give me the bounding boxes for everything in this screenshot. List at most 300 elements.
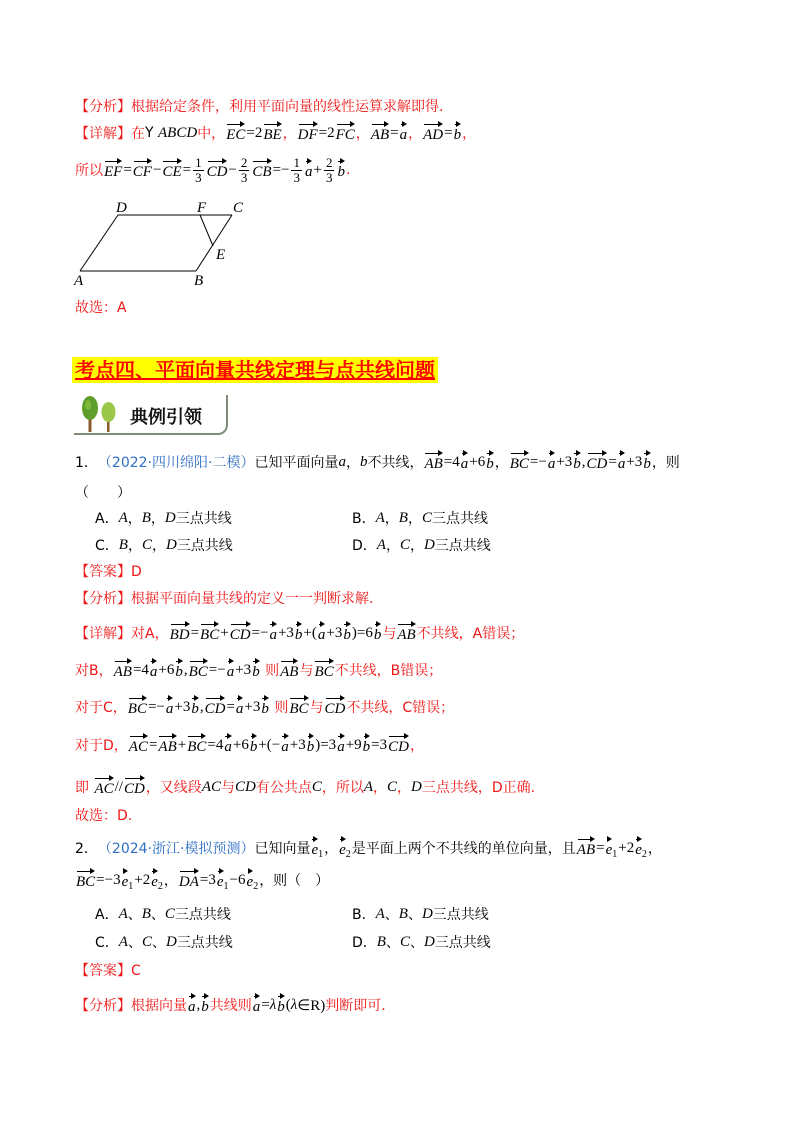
text-run: 【详解】在 (75, 126, 145, 142)
math-variable: λ (290, 996, 298, 1013)
text-run: 则 (260, 663, 280, 679)
source-tag: （2024·浙江·模拟预测） (97, 841, 255, 857)
math-symbols: ( (285, 996, 291, 1013)
math-symbols: , (581, 453, 586, 470)
vector-name: AD (423, 122, 443, 143)
vector (179, 869, 199, 891)
problem1-detail-c (75, 694, 454, 720)
vector-name: b (363, 734, 371, 755)
vector-name: DF (298, 122, 318, 143)
vector-name: BC (187, 734, 206, 755)
text-run: Y (145, 125, 159, 141)
text-run: 故选：A (75, 300, 127, 316)
vector-name: a (400, 122, 408, 143)
vector (200, 622, 219, 644)
text-run: 、 (407, 907, 422, 923)
vector (486, 451, 494, 473)
text-run: 是平面上两个不共线的单位向量，且 (351, 841, 576, 857)
problem1-stem (75, 449, 680, 475)
math-variable: B (398, 509, 408, 526)
text-run: A． (95, 511, 119, 527)
problem2-stem (75, 835, 662, 861)
problem1-paren (75, 479, 131, 505)
vector (261, 696, 269, 718)
math-symbols: +( (303, 624, 317, 641)
text-run: B． (352, 907, 376, 923)
text-run: 【分析】根据平面向量共线的定义一一判断求解. (75, 591, 374, 607)
vector (336, 122, 355, 144)
vector (423, 122, 443, 144)
problem2-stem-continued (75, 867, 329, 893)
math-symbols: =−3 (96, 871, 121, 888)
text-run: 与 (382, 626, 397, 642)
vector-name: a (269, 622, 277, 643)
text-run: 、 (384, 907, 399, 923)
text-run: ，又线段 (145, 780, 202, 796)
badge-label: 典例引领 (130, 407, 202, 428)
fraction-numerator: 2 (325, 154, 333, 170)
vector (170, 622, 190, 644)
vector (158, 734, 176, 756)
label-c: C (233, 200, 244, 216)
vector (114, 659, 132, 681)
math-symbols: = (226, 698, 235, 715)
math-symbols: , (199, 698, 204, 715)
label-d: D (116, 200, 127, 216)
vector-name: a (461, 451, 469, 472)
text-run: 故选：D. (75, 808, 133, 824)
vector-name: a (236, 696, 244, 717)
math-variable: C (311, 778, 322, 795)
math-variable: B (398, 905, 408, 922)
vector (606, 837, 618, 859)
math-symbols: +6 (158, 661, 175, 678)
solution-derivation-line (75, 152, 350, 188)
math-variable: B (118, 536, 128, 553)
math-symbols: +2 (618, 839, 635, 856)
vector-name: a (548, 451, 556, 472)
text-run: （ ） (75, 485, 131, 501)
math-symbols: = (261, 996, 270, 1013)
problem2-answer (75, 957, 141, 983)
vector (129, 734, 148, 756)
math-variable: C (141, 536, 152, 553)
vector-name: e (635, 837, 642, 858)
problem2-option-c (95, 929, 233, 955)
text-run: ，所以 (321, 780, 364, 796)
vector-name: EC (226, 122, 245, 143)
vector-name: CD (205, 696, 226, 717)
math-symbols: , (183, 661, 188, 678)
text-run: 、 (127, 935, 142, 951)
problem1-option-a (95, 505, 232, 531)
text-run: 【分析】根据向量 (75, 998, 187, 1014)
vector-name: b (343, 622, 351, 643)
label-e: E (216, 247, 226, 263)
math-symbols: +3 (626, 453, 643, 470)
vector-name: b (295, 622, 303, 643)
vector-name: a (166, 696, 174, 717)
vector (325, 696, 346, 718)
problem1-choice (75, 802, 132, 828)
vector (289, 696, 308, 718)
math-variable: D (165, 933, 177, 950)
vector-subscript: 2 (345, 849, 351, 860)
math-variable: D (411, 778, 422, 795)
math-variable: ABCD (158, 124, 198, 141)
math-symbols: = (123, 161, 132, 178)
vector-name: b (454, 122, 462, 143)
vector-name: CD (207, 159, 228, 180)
text-run: ， (408, 126, 423, 142)
math-symbols: = (182, 161, 192, 178)
vector-name: CE (162, 159, 181, 180)
vector (122, 869, 134, 891)
text-run: 中， (197, 126, 226, 142)
vector-name: BC (289, 696, 308, 717)
solution-detail-line (75, 120, 476, 146)
vector-name: AB (371, 122, 389, 143)
vector (133, 159, 152, 181)
vector-name: CB (252, 159, 271, 180)
vector-name: AB (158, 734, 176, 755)
text-run: 与 (220, 780, 235, 796)
vector (250, 734, 258, 756)
math-symbols: = (608, 453, 617, 470)
label-b: B (194, 273, 204, 289)
vector-name: CD (325, 696, 346, 717)
vector (226, 122, 245, 144)
vector-name: e (122, 869, 129, 890)
math-variable: CD (234, 778, 256, 795)
text-run: ， (127, 538, 142, 554)
text-run: 三点共线 (432, 907, 489, 923)
math-variable: B (141, 905, 151, 922)
vector-name: b (252, 659, 260, 680)
math-symbols: = (596, 839, 605, 856)
math-symbols: = (390, 124, 399, 141)
text-run: 不共线，B错误； (334, 663, 443, 679)
vector-name: CD (124, 776, 145, 797)
math-symbols: − (152, 161, 162, 178)
vector-name: b (261, 696, 269, 717)
vector (269, 622, 277, 644)
text-run: 【分析】根据给定条件，利用平面向量的线性运算求解即得. (75, 99, 444, 115)
problem1-conclusion (75, 774, 535, 800)
vector-name: DA (179, 869, 199, 890)
vector-name: CD (230, 622, 251, 643)
problem1-detail-b (75, 657, 442, 683)
text-run: 已知平面向量 (254, 455, 339, 471)
math-variable: λ (269, 996, 277, 1013)
math-variable: C (387, 778, 398, 795)
vector (400, 122, 408, 144)
vector (252, 159, 271, 181)
vector (277, 994, 285, 1016)
vector (461, 451, 469, 473)
segment-fe (200, 215, 213, 246)
vector (188, 994, 196, 1016)
text-run: 三点共线 (176, 935, 233, 951)
math-symbols: − (228, 161, 237, 178)
vector (397, 622, 415, 644)
vector (295, 622, 303, 644)
vector-name: e (311, 837, 318, 858)
math-symbols: =− (272, 161, 290, 178)
vector-name: AB (280, 659, 298, 680)
vector-subscript: 2 (641, 849, 647, 860)
vector-subscript: 1 (223, 881, 229, 892)
math-variable: C (399, 933, 410, 950)
text-run: C． (95, 538, 119, 554)
text-run: 不共线，C错误； (346, 700, 455, 716)
vector-name: b (277, 994, 285, 1015)
text-run: 三点共线 (431, 511, 488, 527)
vector (337, 734, 345, 756)
vector-name: b (337, 159, 345, 180)
text-run: 不共线，A错误； (416, 626, 525, 642)
math-variable: C (421, 509, 432, 526)
math-symbols: −6 (229, 871, 246, 888)
text-run: ， (397, 780, 412, 796)
vector (388, 734, 409, 756)
text-run: ， (407, 511, 422, 527)
vector (643, 451, 651, 473)
vector-name: BC (510, 451, 529, 472)
vector (587, 451, 608, 473)
label-f: F (197, 200, 207, 216)
text-run: ， (163, 873, 178, 889)
vector (224, 734, 232, 756)
vector (263, 122, 281, 144)
text-run: 三点共线 (176, 538, 233, 554)
vector-name: BD (170, 622, 190, 643)
math-symbols: +3 (235, 661, 252, 678)
vector (162, 159, 181, 181)
problem1-option-c (95, 532, 233, 558)
math-symbols: +3 (289, 736, 306, 753)
math-symbols: = (190, 624, 200, 641)
vector-name: b (191, 696, 199, 717)
vector-subscript: 2 (157, 881, 163, 892)
vector (151, 869, 163, 891)
vector-name: e (606, 837, 613, 858)
math-variable: A (363, 778, 374, 795)
vector-name: AC (94, 776, 113, 797)
text-run: ， (384, 511, 399, 527)
math-symbols: + (177, 736, 187, 753)
text-run: ， (151, 538, 166, 554)
text-run: B． (352, 511, 376, 527)
problem2-option-a (95, 901, 231, 927)
fraction (239, 156, 250, 185)
vector-name: b (643, 451, 651, 472)
vector-subscript: 2 (253, 881, 259, 892)
vector (104, 159, 122, 181)
vector (374, 622, 382, 644)
vector (187, 734, 206, 756)
vector-name: b (175, 659, 183, 680)
vector (236, 696, 244, 718)
vector (318, 622, 326, 644)
fraction-numerator: 1 (293, 154, 300, 170)
text-run: 【答案】D (75, 564, 142, 580)
problem1-option-b (352, 505, 488, 531)
text-run: 对B， (75, 663, 113, 679)
math-symbols: + (313, 161, 322, 178)
math-variable: A (375, 509, 385, 526)
text-run: 与 (299, 663, 314, 679)
vector-name: b (486, 451, 494, 472)
solution-analysis-line (75, 93, 443, 119)
text-run: 判断即可. (325, 998, 386, 1014)
vector-name: a (305, 159, 313, 180)
vector (128, 696, 147, 718)
vector (252, 659, 260, 681)
vector-name: a (227, 659, 235, 680)
vector (573, 451, 581, 473)
vector-name: CD (388, 734, 409, 755)
math-variable: B (376, 933, 386, 950)
problem2-analysis (75, 992, 386, 1018)
vector (227, 659, 235, 681)
problem1-detail-d (75, 732, 424, 758)
math-symbols: )=3 (315, 736, 337, 753)
fraction (291, 156, 302, 185)
vector-name: AB (424, 451, 442, 472)
vector (337, 159, 345, 181)
text-run: 三点共线 (175, 511, 232, 527)
vector (189, 659, 208, 681)
math-variable: D (421, 905, 433, 922)
vector (314, 659, 333, 681)
math-symbols: =2 (246, 124, 263, 141)
math-variable: D (164, 509, 176, 526)
vector-subscript: 1 (128, 881, 134, 892)
text-run: ，则 (651, 455, 680, 471)
vector (454, 122, 462, 144)
math-symbols: =3 (371, 736, 388, 753)
source-tag: （2022·四川绵阳·二模） (97, 455, 255, 471)
vector-name: BC (128, 696, 147, 717)
vector (371, 122, 389, 144)
vector (305, 159, 313, 181)
fraction (193, 156, 204, 185)
text-run: 【答案】C (75, 963, 141, 979)
vector-name: e (247, 869, 254, 890)
vector (363, 734, 371, 756)
math-variable: D (423, 536, 435, 553)
vector-name: BE (263, 122, 281, 143)
section-heading: 考点四、平面向量共线定理与点共线问题 (72, 357, 438, 383)
text-run: D． (352, 538, 377, 554)
vector-name: AB (577, 837, 595, 858)
fraction-numerator: 2 (240, 154, 248, 170)
vector (424, 451, 442, 473)
text-run: 所以 (75, 163, 103, 179)
tree-icon (76, 395, 128, 433)
math-variable: a (338, 453, 346, 470)
vector (618, 451, 626, 473)
text-run: ， (345, 455, 360, 471)
math-variable: A (118, 933, 128, 950)
text-run: ， (324, 841, 339, 857)
text-run: ， (127, 511, 142, 527)
vector-name: CF (133, 159, 152, 180)
text-run: ， (409, 538, 424, 554)
math-symbols: = (444, 124, 453, 141)
text-run: ， (462, 126, 477, 142)
text-run: 不共线， (367, 455, 424, 471)
math-variable: D (165, 536, 177, 553)
math-symbols: )=6 (351, 624, 373, 641)
vector-name: CD (587, 451, 608, 472)
text-run: ， (355, 126, 370, 142)
text-run: 、 (127, 907, 142, 923)
vector-name: b (374, 622, 382, 643)
vector (94, 776, 113, 798)
math-variable: C (164, 905, 175, 922)
math-symbols: +9 (345, 736, 362, 753)
text-run: 三点共线 (434, 935, 491, 951)
fraction-denominator: 3 (240, 169, 248, 185)
vector-name: BC (189, 659, 208, 680)
text-run: 三点共线 (434, 538, 491, 554)
fraction-numerator: 1 (195, 154, 202, 170)
text-run: D． (352, 935, 377, 951)
text-run: 、 (385, 935, 400, 951)
text-run: 1． (75, 455, 98, 471)
math-symbols: =− (251, 624, 269, 641)
text-run: 对于D， (75, 738, 128, 754)
text-run: 三点共线，D正确. (421, 780, 536, 796)
vector (510, 451, 529, 473)
math-symbols: +3 (277, 624, 294, 641)
vector-name: a (337, 734, 345, 755)
vector (191, 696, 199, 718)
text-run: ， (385, 538, 400, 554)
text-run: ， (494, 455, 509, 471)
text-run: C． (95, 935, 119, 951)
text-run: 、 (151, 935, 166, 951)
vector-name: BC (200, 622, 219, 643)
math-variable: A (375, 905, 385, 922)
vector (635, 837, 647, 859)
math-symbols: =− (208, 661, 226, 678)
math-variable: A (118, 905, 128, 922)
text-run: 与 (309, 700, 324, 716)
vector-name: BC (314, 659, 333, 680)
vector-subscript: 1 (318, 849, 324, 860)
problem1-detail-a (75, 620, 524, 646)
vector-name: b (201, 994, 209, 1015)
vector-name: b (573, 451, 581, 472)
vector-name: b (307, 734, 315, 755)
text-run: 2． (75, 841, 98, 857)
math-variable: AC (201, 778, 221, 795)
vector-name: a (281, 734, 289, 755)
math-symbols: +3 (244, 698, 261, 715)
math-variable: C (399, 536, 410, 553)
vector (281, 734, 289, 756)
vector (548, 451, 556, 473)
vector (311, 837, 323, 859)
vector (217, 869, 229, 891)
math-symbols: +6 (232, 736, 249, 753)
vector (247, 869, 259, 891)
math-symbols: +3 (326, 624, 343, 641)
fraction-denominator: 3 (293, 169, 300, 185)
